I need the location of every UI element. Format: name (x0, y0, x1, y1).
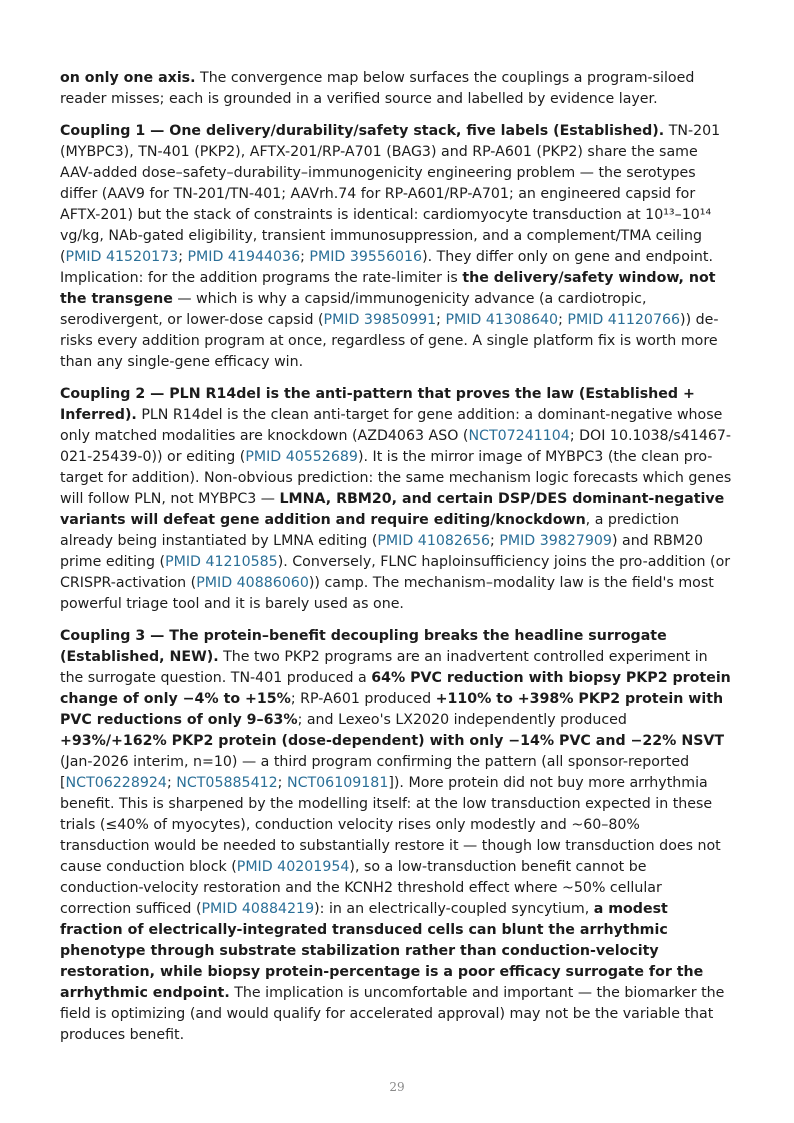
citation-link[interactable]: PMID 41308640 (445, 312, 559, 328)
trial-link[interactable]: NCT06228924 (65, 775, 167, 791)
page-number: 29 (389, 1080, 405, 1094)
coupling-3-heading: Coupling 3 — The protein–benefit decoupling breaks the headline surrogate (Established, NEW). (60, 628, 667, 665)
trial-link[interactable]: NCT07241104 (468, 428, 570, 444)
intro-paragraph: on only one axis. The convergence map below surfaces the couplings a program-siloed reader misses; each is grounded in a verified source and labelled by evidence layer. (60, 70, 695, 107)
coupling-2-heading: Coupling 2 — PLN R14del is the anti-pattern that proves the law (Established + Inferred). (60, 386, 695, 423)
citation-link[interactable]: PMID 39827909 (499, 533, 612, 549)
coupling-2-paragraph: Coupling 2 — PLN R14del is the anti-pattern that proves the law (Established + Inferred). PLN R14del is the clean anti-target for gene addition: a dominant-negative whose only matched modalities are knockdown (AZD4063 ASO (NCT07241104; DOI 10.1038/s41467-021-25439-0)) or editing (PMID 40552689). It is the mirror image of MYBPC3 (the clean pro-target for addition). Non-obvious prediction: the same mechanism logic forecasts which genes will follow PLN, not MYBPC3 — LMNA, RBM20, and certain DSP/DES dominant-negative variants will defeat gene addition and require editing/knockdown, a prediction already being instantiated by LMNA editing (PMID 41082656; PMID 39827909) and RBM20 prime editing (PMID 41210585). Conversely, FLNC haploinsufficiency joins the pro-addition (or CRISPR-activation (PMID 40886060)) camp. The mechanism–modality law is the field's most powerful triage tool and it is barely used as one. (60, 386, 732, 612)
intro-lead: on only one axis. (60, 70, 196, 86)
page-body (60, 68, 732, 1057)
trial-link[interactable]: NCT05885412 (176, 775, 278, 791)
trial-link[interactable]: NCT06109181 (286, 775, 389, 791)
citation-link[interactable]: PMID 41210585 (165, 554, 278, 570)
citation-link[interactable]: PMID 41120766 (567, 312, 681, 328)
coupling-1-paragraph: Coupling 1 — One delivery/durability/safety stack, five labels (Established). TN-201 (MYBPC3), TN-401 (PKP2), AFTX-201/RP-A701 (BAG3) and RP-A601 (PKP2) share the same AAV-added dose–safety–durability–immunogenicity engineering problem — the serotypes differ (AAV9 for TN-201/TN-401; AAVrh.74 for RP-A601/RP-A701; an engineered capsid for AFTX-201) but the stack of constraints is identical: cardiomyocyte transduction at 10¹³–10¹⁴ vg/kg, NAb-gated eligibility, transient immunosuppression, and a complement/TMA ceiling (PMID 41520173; PMID 41944036; PMID 39556016). They differ only on gene and endpoint. Implication: for the addition programs the rate-limiter is the delivery/safety window, not the transgene — which is why a capsid/immunogenicity advance (a cardiotropic, serodivergent, or lower-dose capsid (PMID 39850991; PMID 41308640; PMID 41120766)) de-risks every addition program at once, regardless of gene. A single platform fix is worth more than any single-gene efficacy win. (60, 123, 721, 370)
citation-link[interactable]: PMID 40886060 (196, 575, 309, 591)
citation-link[interactable]: PMID 40884219 (201, 901, 315, 917)
citation-link[interactable]: PMID 40552689 (245, 449, 358, 465)
citation-link[interactable]: PMID 41520173 (65, 249, 179, 265)
coupling-3-paragraph: Coupling 3 — The protein–benefit decoupling breaks the headline surrogate (Established, NEW). The two PKP2 programs are an inadvertent controlled experiment in the surrogate question. TN-401 produced a 64% PVC reduction with biopsy PKP2 protein change of only −4% to +15%; RP-A601 produced +110% to +398% PKP2 protein with PVC reductions of only 9–63%; and Lexeo's LX2020 independently produced +93%/+162% PKP2 protein (dose-dependent) with only −14% PVC and −22% NSVT (Jan-2026 interim, n=10) — a third program confirming the pattern (all sponsor-reported [NCT06228924; NCT05885412; NCT06109181]). More protein did not buy more arrhythmia benefit. This is sharpened by the modelling itself: at the low transduction expected in these trials (≤40% of myocytes), conduction velocity rises only modestly and ~60–80% transduction would be needed to substantially restore it — though low transduction does not cause conduction block (PMID 40201954), so a low-transduction benefit cannot be conduction-velocity restoration and the KCNH2 threshold effect where ~50% cellular correction sufficed (PMID 40884219): in an electrically-coupled syncytium, a modest fraction of electrically-integrated transduced cells can blunt the arrhythmic phenotype through substrate stabilization rather than conduction-velocity restoration, while biopsy protein-percentage is a poor efficacy surrogate for the arrhythmic endpoint. The implication is uncomfortable and important — the biomarker the field is optimizing (and would qualify for accelerated approval) may not be the variable that produces benefit. (60, 628, 731, 1043)
citation-link[interactable]: PMID 40201954 (236, 859, 350, 875)
citation-link[interactable]: PMID 41944036 (187, 249, 301, 265)
coupling-1-heading: Coupling 1 — One delivery/durability/safety stack, five labels (Established). (60, 123, 665, 139)
citation-link[interactable]: PMID 39556016 (309, 249, 423, 265)
citation-link[interactable]: PMID 41082656 (377, 533, 491, 549)
citation-link[interactable]: PMID 39850991 (323, 312, 437, 328)
